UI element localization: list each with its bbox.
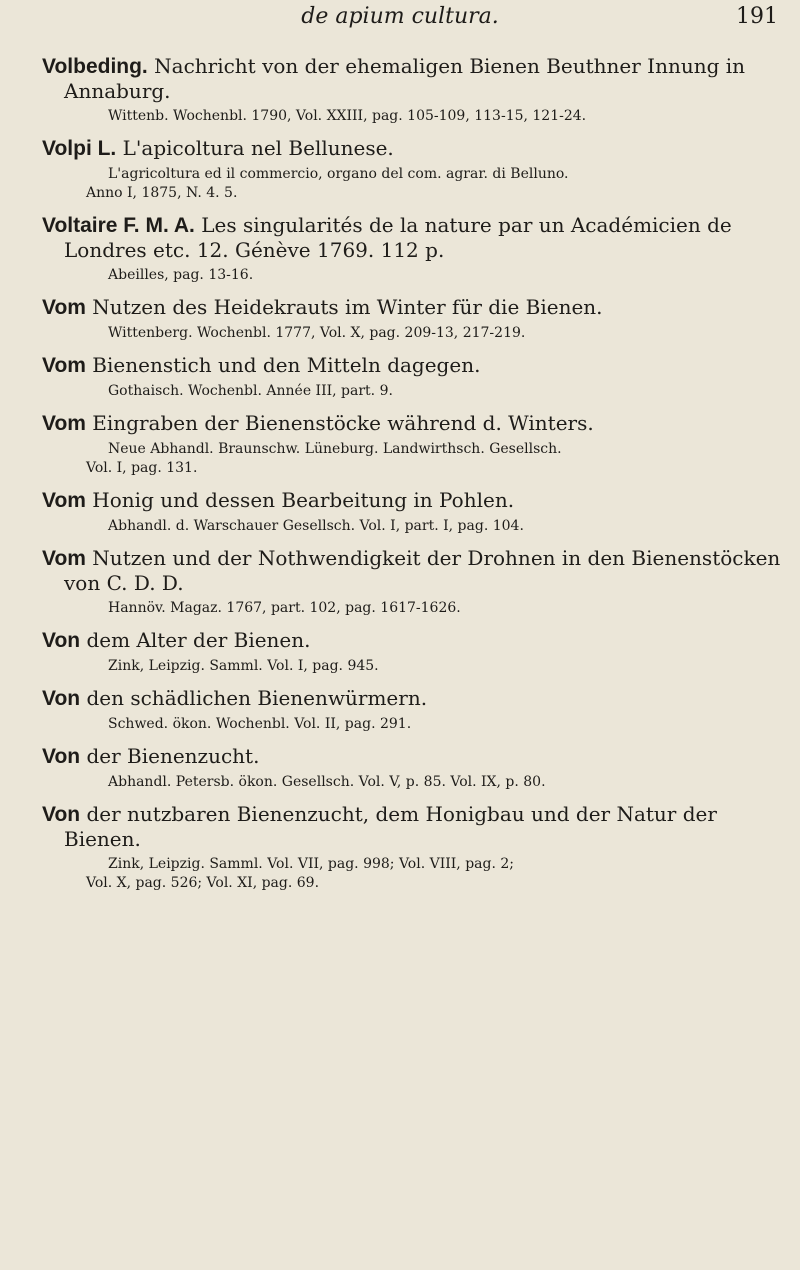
bibliography-entry — [42, 295, 782, 343]
entry-head-word: Von — [42, 745, 81, 768]
page-number: 191 — [736, 4, 778, 29]
entry-head-word: Vom — [42, 354, 86, 377]
entry-source — [64, 517, 782, 536]
entry-title-text: den schädlichen Bienenwürmern. — [80, 686, 428, 710]
entry-title-text: Bienenstich und den Mitteln dagegen. — [85, 353, 481, 377]
entry-title-text: Nutzen des Heidekrauts im Winter für die Bienen. — [85, 295, 603, 319]
entry-head-word: Vom — [42, 489, 86, 512]
entry-source-line: Abhandl. d. Warschauer Gesellsch. Vol. I, part. I, pag. 104. — [108, 518, 524, 534]
page-header — [0, 4, 800, 44]
entry-source — [64, 266, 782, 285]
entry-title — [42, 744, 782, 769]
entry-title — [42, 136, 782, 161]
entry-head-word: Von — [42, 803, 81, 826]
entry-source — [64, 715, 782, 734]
bibliography-entry — [42, 54, 782, 126]
entry-title — [42, 411, 782, 436]
bibliography-entry — [42, 546, 782, 618]
entry-source — [64, 599, 782, 618]
entry-title — [42, 488, 782, 513]
entry-head-word: Von — [42, 687, 81, 710]
bibliography-entry — [42, 411, 782, 478]
entry-title-text: L'apicoltura nel Bellunese. — [116, 136, 394, 160]
entry-source-line: Hannöv. Magaz. 1767, part. 102, pag. 1617-1626. — [108, 600, 461, 616]
bibliography-entry — [42, 353, 782, 401]
entry-source-line: Wittenberg. Wochenbl. 1777, Vol. X, pag. 209-13, 217-219. — [108, 325, 526, 341]
entry-title — [42, 686, 782, 711]
entry-head-word: Vom — [42, 547, 86, 570]
entry-title-text: Eingraben der Bienenstöcke während d. Winters. — [85, 411, 594, 435]
entry-title — [42, 802, 782, 851]
entry-source-line: Schwed. ökon. Wochenbl. Vol. II, pag. 291. — [108, 716, 412, 732]
entry-title-text: Les singularités de la nature par un Académicien de Londres etc. 12. Génève 1769. 112 p. — [64, 213, 732, 262]
entry-title — [42, 213, 782, 262]
entry-source — [64, 165, 782, 203]
entry-title — [42, 54, 782, 103]
bibliography-entry — [42, 686, 782, 734]
entry-head-word: Vom — [42, 412, 86, 435]
entry-title-text: Nutzen und der Nothwendigkeit der Drohnen in den Bienenstöcken von C. D. D. — [64, 546, 781, 595]
entry-source — [64, 382, 782, 401]
entry-source — [64, 855, 782, 893]
entry-title — [42, 353, 782, 378]
entry-source-line: Abeilles, pag. 13-16. — [108, 267, 254, 283]
entry-source-line: Neue Abhandl. Braunschw. Lüneburg. Landwirthsch. Gesellsch. — [108, 441, 562, 457]
entry-source-line: Zink, Leipzig. Samml. Vol. I, pag. 945. — [108, 658, 379, 674]
entry-source — [64, 107, 782, 126]
bibliography-list — [42, 54, 782, 903]
entry-source-line: L'agricoltura ed il commercio, organo del com. agrar. di Belluno. — [108, 166, 569, 182]
entry-source-line: Wittenb. Wochenbl. 1790, Vol. XXIII, pag. 105-109, 113-15, 121-24. — [108, 108, 587, 124]
entry-source — [64, 657, 782, 676]
entry-title-text: der Bienenzucht. — [80, 744, 260, 768]
entry-source — [64, 324, 782, 343]
entry-title-text: dem Alter der Bienen. — [80, 628, 311, 652]
entry-source-line: Gothaisch. Wochenbl. Année III, part. 9. — [108, 383, 393, 399]
bibliography-entry — [42, 744, 782, 792]
entry-source — [64, 440, 782, 478]
entry-source — [64, 773, 782, 792]
bibliography-entry — [42, 136, 782, 203]
bibliography-entry — [42, 213, 782, 285]
entry-title — [42, 295, 782, 320]
entry-head-word: Voltaire F. M. A. — [42, 214, 195, 237]
entry-source-line: Vol. I, pag. 131. — [86, 460, 198, 476]
entry-head-word: Vom — [42, 296, 86, 319]
bibliography-entry — [42, 802, 782, 893]
bibliography-entry — [42, 628, 782, 676]
entry-head-word: Volbeding. — [42, 55, 148, 78]
entry-title — [42, 628, 782, 653]
bibliography-entry — [42, 488, 782, 536]
entry-head-word: Von — [42, 629, 81, 652]
entry-source-line: Abhandl. Petersb. ökon. Gesellsch. Vol. V, p. 85. Vol. IX, p. 80. — [108, 774, 546, 790]
entry-title-text: der nutzbaren Bienenzucht, dem Honigbau und der Natur der Bienen. — [64, 802, 717, 851]
entry-head-word: Volpi L. — [42, 137, 117, 160]
running-title: de apium cultura. — [301, 4, 499, 29]
entry-source-line: Vol. X, pag. 526; Vol. XI, pag. 69. — [86, 875, 320, 891]
entry-source-line: Zink, Leipzig. Samml. Vol. VII, pag. 998; Vol. VIII, pag. 2; — [108, 856, 514, 872]
entry-source-line: Anno I, 1875, N. 4. 5. — [86, 185, 238, 201]
entry-title — [42, 546, 782, 595]
entry-title-text: Nachricht von der ehemaligen Bienen Beuthner Innung in Annaburg. — [64, 54, 746, 103]
entry-title-text: Honig und dessen Bearbeitung in Pohlen. — [85, 488, 515, 512]
